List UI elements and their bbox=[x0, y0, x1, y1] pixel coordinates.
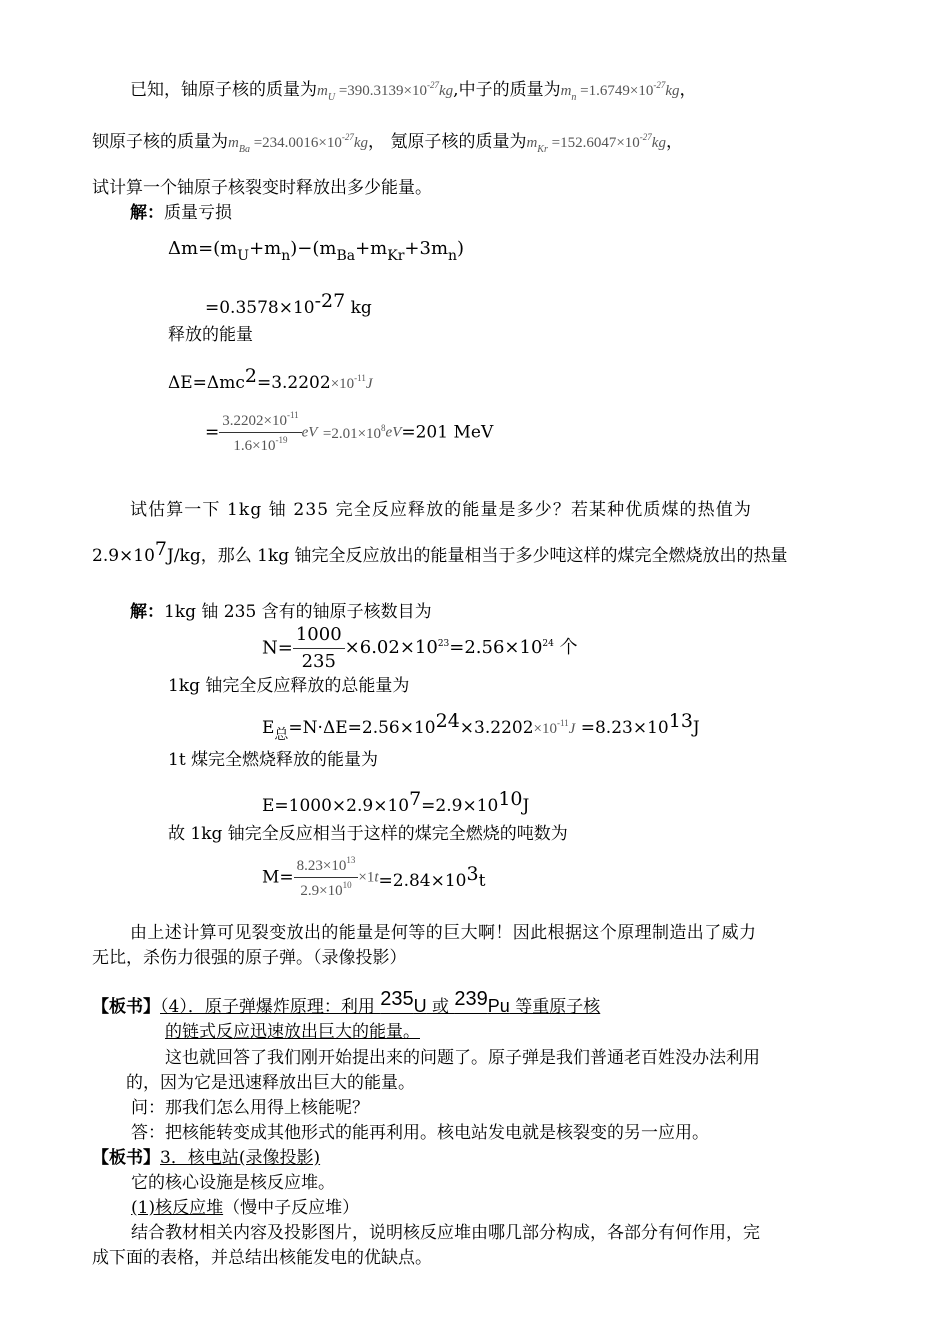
question-line: 问：那我们怎么用得上核能呢？ bbox=[131, 1098, 369, 1118]
solution-label: 解： bbox=[130, 203, 164, 223]
board-note-2 bbox=[92, 1148, 320, 1168]
board-note-2-text: 3．核电站(录像投影) bbox=[160, 1148, 321, 1168]
nuclei-count-formula: N= $\frac{1000}{235}$ $\times 6.02\times 10^{23}=2.56\times 10^{24}$ 个 bbox=[262, 624, 578, 672]
board-note-1-text: （4）．原子弹爆炸原理：利用 235U 或 239Pu 等重原子核 bbox=[160, 988, 601, 1017]
problem-2-line-2: 2.9×107J/kg，那么 1kg 铀完全反应放出的能量相当于多少吨这样的煤完全燃烧放出的热量 bbox=[92, 538, 788, 566]
formula-mn: $m_n =1.6749\times 10^{-27}kg$ bbox=[560, 80, 680, 103]
board-note-1 bbox=[92, 987, 600, 1018]
answer-line: 答：把核能转变成其他形式的能再利用。核电站发电就是核裂变的另一应用。 bbox=[131, 1123, 709, 1143]
problem-text: 钡原子核的质量为 bbox=[92, 132, 228, 152]
board-tag: 【板书】 bbox=[92, 997, 160, 1017]
total-energy-label: 1kg 铀完全反应释放的总能量为 bbox=[168, 676, 410, 696]
problem-line-2: 钡原子核的质量为$m_{Ba} =234.0016\times 10^{-27}kg$， 氪原子核的质量为$m_{Kr} =152.6047\times 10^{-27}kg$， bbox=[92, 132, 683, 155]
board-note-1-line-2: 的链式反应迅速放出巨大的能量。 bbox=[165, 1022, 420, 1042]
solution-2-header bbox=[130, 602, 432, 622]
core-facility-line: 它的核心设施是核反应堆。 bbox=[131, 1173, 335, 1193]
task-line-2: 成下面的表格，并总结出核能发电的优缺点。 bbox=[92, 1248, 432, 1268]
coal-energy-formula: E=1000×2.9×107=2.9×1010J bbox=[262, 788, 530, 816]
formula-mKr: $m_{Kr} =152.6047\times 10^{-27}kg$ bbox=[526, 132, 666, 155]
energy-formula: $\Delta E=\Delta mc2=3.2202\times 10^{-11}J$ bbox=[168, 365, 373, 393]
kr-text: ， 氪原子核的质量为 bbox=[368, 132, 527, 152]
conclusion-line-1: 由上述计算可见裂变放出的能量是何等的巨大啊！因此根据这个原理制造出了威力 bbox=[130, 923, 757, 943]
formula-mBa: $m_{Ba} =234.0016\times 10^{-27}kg$ bbox=[228, 132, 369, 155]
formula-mU: $m_U =390.3139\times 10^{-27}kg$ bbox=[317, 80, 454, 103]
coal-energy-label: 1t 煤完全燃烧释放的能量为 bbox=[168, 750, 379, 770]
tons-formula: M= $\frac{8.23\times 10^{13}}{2.9\times 10^{10}}$ ×1t=2.84×103t bbox=[262, 855, 486, 899]
problem-line-3: 试计算一个铀原子核裂变时释放出多少能量。 bbox=[92, 178, 432, 198]
neutron-text: 中子的质量为 bbox=[458, 80, 561, 100]
energy-conversion: = $\frac{3.2202\times 10^{-11}}{1.6\times 10^{-19}}$ eV $=2.01\times 10^8eV=201$ MeV bbox=[205, 410, 494, 454]
tons-fraction: $\frac{8.23\times 10^{13}}{2.9\times 10^{10}}$ bbox=[294, 855, 359, 900]
count-text: 1kg 铀 235 含有的铀原子核数目为 bbox=[164, 602, 432, 622]
energy-fraction: $\frac{3.2202\times 10^{-11}}{1.6\times 10^{-19}}$ bbox=[219, 410, 301, 455]
problem-line-1: 已知，铀原子核的质量为$m_U =390.3139\times 10^{-27}kg$,中子的质量为$m_n =1.6749\times 10^{-27}kg$， bbox=[130, 80, 697, 103]
total-energy-formula: $E_总=N\cdot\Delta E=2.56\times 1024\times 3.2202\times 10^{-11}J =8.23\times 1013J$ bbox=[262, 710, 700, 743]
reactor-heading: (1)核反应堆（慢中子反应堆） bbox=[131, 1198, 360, 1218]
mass-loss-label: 质量亏损 bbox=[164, 203, 232, 223]
conclusion-line-2: 无比，杀伤力很强的原子弹。（录像投影） bbox=[92, 948, 407, 968]
solution-1-header bbox=[130, 203, 232, 223]
board-tag: 【板书】 bbox=[92, 1148, 160, 1168]
task-line-1: 结合教材相关内容及投影图片，说明核反应堆由哪几部分构成，各部分有何作用，完 bbox=[131, 1223, 760, 1243]
tons-label: 故 1kg 铀完全反应相当于这样的煤完全燃烧的吨数为 bbox=[168, 824, 568, 844]
paragraph-line-1: 这也就回答了我们刚开始提出来的问题了。原子弹是我们普通老百姓没办法利用 bbox=[165, 1048, 760, 1068]
solution-label: 解： bbox=[130, 602, 164, 622]
count-fraction: $\frac{1000}{235}$ bbox=[293, 624, 345, 672]
problem-text: 已知，铀原子核的质量为 bbox=[130, 80, 317, 100]
energy-label: 释放的能量 bbox=[168, 325, 253, 345]
paragraph-line-2: 的，因为它是迅速释放出巨大的能量。 bbox=[126, 1073, 415, 1093]
mass-defect-result: =0.3578×10-27 kg bbox=[205, 290, 372, 318]
problem-2-line-1: 试估算一下 1kg 铀 235 完全反应释放的能量是多少？若某种优质煤的热值为 bbox=[130, 500, 752, 520]
mass-defect-formula: $\Delta m=(m_U+m_n)-(m_{Ba}+m_{Kr}+3m_n)$ bbox=[168, 238, 465, 264]
